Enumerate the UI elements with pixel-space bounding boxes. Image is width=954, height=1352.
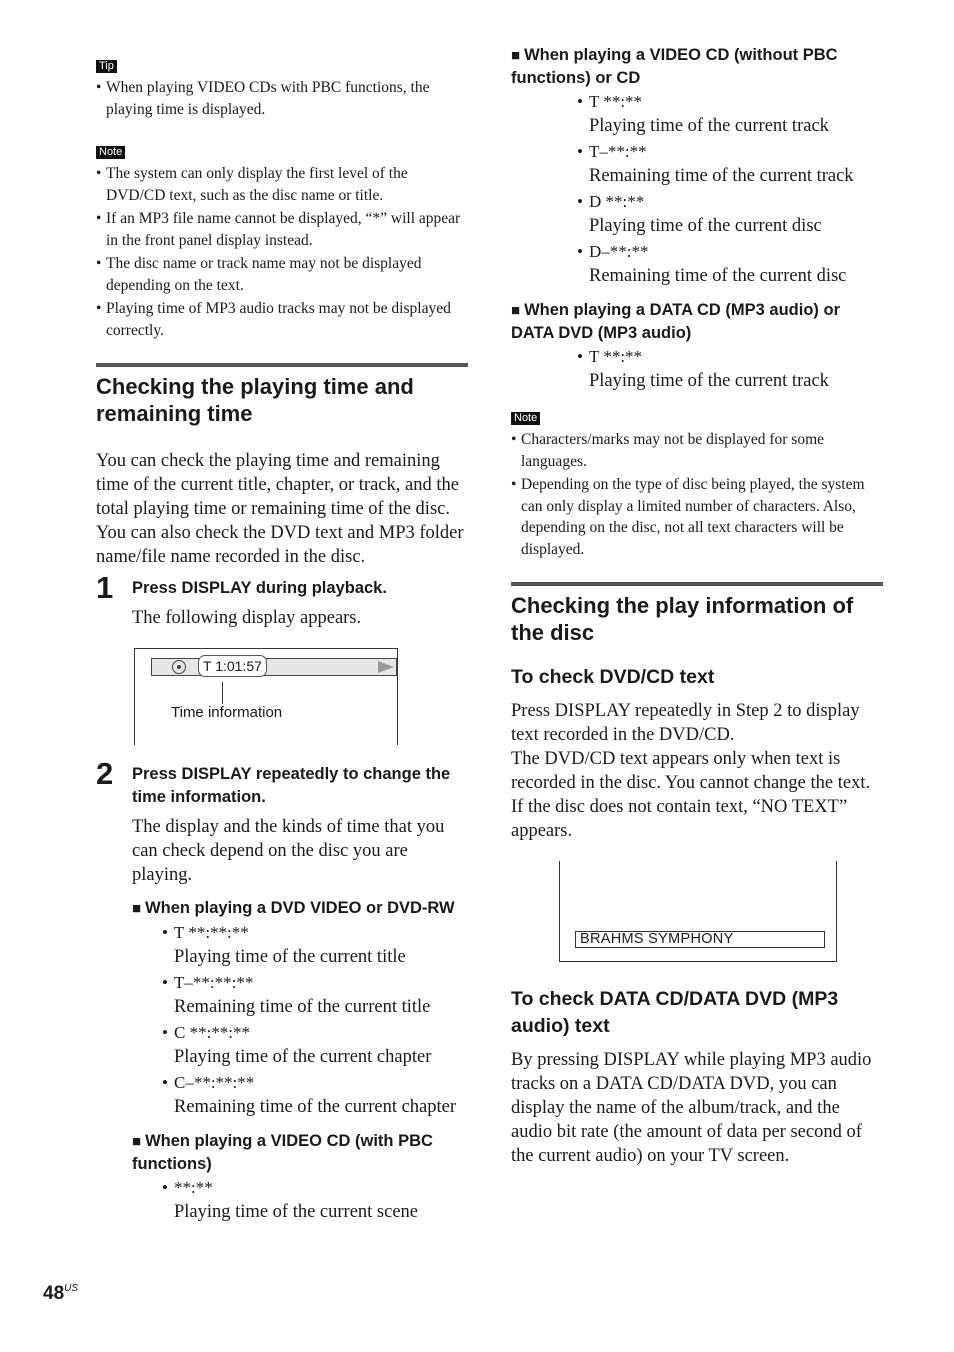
note-list [511, 429, 883, 560]
list-item: • T **:** Playing time of the current track [577, 91, 883, 139]
step-2 [96, 756, 468, 1225]
list-item: • **:** Playing time of the current scene [162, 1177, 468, 1225]
note-item: • The disc name or track name may not be displayed depending on the text. [96, 253, 468, 296]
tip-item: • When playing VIDEO CDs with PBC functions, the playing time is displayed. [96, 77, 468, 120]
list-item: • C **:**:** Playing time of the current chapter [162, 1022, 468, 1070]
note-item: • The system can only display the first level of the DVD/CD text, such as the disc name or title. [96, 163, 468, 206]
tip-label: Tip [96, 60, 117, 73]
step-1 [96, 570, 468, 745]
disc-text-readout: BRAHMS SYMPHONY [575, 931, 825, 948]
time-readout: T 1:01:57 [198, 655, 267, 677]
page-number: $48^{US}$ [43, 1283, 79, 1304]
section-title: Checking the play information of the disc [511, 593, 854, 645]
dvd-text-body: Press DISPLAY repeatedly in Step 2 to display text recorded in the DVD/CD. The DVD/CD text appears only when text is recorded in the disc. You cannot change the text. If the disc does not contain text, “NO TEXT” appears. [511, 701, 871, 841]
section-divider [96, 363, 468, 427]
step-text: The display and the kinds of time that you can check depend on the disc you are playing. [132, 817, 445, 885]
list-item: • C–**:**:** Remaining time of the current chapter [162, 1072, 468, 1120]
note-item: • Depending on the type of disc being played, the system can only display a limited number of characters. Also, depending on the disc, not all text characters will be displayed. [511, 474, 883, 560]
step-number: 1 [96, 570, 114, 605]
callout-line [222, 682, 223, 704]
list-item: • T–**:** Remaining time of the current track [577, 141, 883, 189]
note-label: Note [96, 146, 125, 159]
note-label: Note [511, 412, 540, 425]
disc-icon [172, 660, 186, 674]
intro-paragraph: You can check the playing time and remaining time of the current title, chapter, or track, and the total playing time or remaining time of the disc. You can also check the DVD text and MP3 folder name/file name recorded in the disc. [96, 451, 464, 567]
dvd-text-display-illustration [559, 861, 837, 962]
list-item: • T–**:**:** Remaining time of the current title [162, 972, 468, 1020]
mp3-time-list [511, 346, 883, 394]
list-item: • D–**:** Remaining time of the current disc [577, 241, 883, 289]
note-list [96, 163, 468, 341]
play-icon [378, 661, 394, 673]
step-text: The following display appears. [132, 608, 362, 628]
step-heading: Press DISPLAY repeatedly to change the time information. [132, 765, 451, 806]
mp3-heading: ■ When playing a DATA CD (MP3 audio) or DATA DVD (MP3 audio) [511, 301, 841, 342]
dvd-video-heading: ■ When playing a DVD VIDEO or DVD-RW [132, 899, 455, 917]
tip-list [96, 77, 468, 120]
vcd-pbc-time-list [132, 1177, 468, 1225]
mp3-text-body: By pressing DISPLAY while playing MP3 audio tracks on a DATA CD/DATA DVD, you can display the name of the album/track, and the audio bit rate (the amount of data per second of the current audio) on your TV screen. [511, 1050, 872, 1166]
section-title: Checking the playing time and remaining time [96, 374, 414, 426]
left-column [96, 56, 468, 1227]
dvd-text-heading: To check DVD/CD text [511, 666, 715, 688]
time-display-illustration [134, 648, 398, 745]
vcd-heading: ■ When playing a VIDEO CD (without PBC functions) or CD [511, 46, 838, 87]
callout-label: Time information [171, 704, 283, 721]
note-item: • Playing time of MP3 audio tracks may not be displayed correctly. [96, 298, 468, 341]
list-item: • T **:**:** Playing time of the current title [162, 922, 468, 970]
vcd-time-list [511, 91, 883, 289]
dvd-time-list [132, 922, 468, 1120]
step-heading: Press DISPLAY during playback. [132, 579, 387, 597]
right-column [511, 44, 883, 1176]
vcd-pbc-heading: ■ When playing a VIDEO CD (with PBC functions) [132, 1132, 433, 1173]
list-item: • T **:** Playing time of the current track [577, 346, 883, 394]
list-item: • D **:** Playing time of the current disc [577, 191, 883, 239]
mp3-text-heading: To check DATA CD/DATA DVD (MP3 audio) text [511, 988, 839, 1037]
note-item: • Characters/marks may not be displayed for some languages. [511, 429, 883, 472]
display-bar [151, 658, 397, 676]
note-item: • If an MP3 file name cannot be displayed, “*” will appear in the front panel display instead. [96, 208, 468, 251]
section-divider [511, 582, 883, 646]
step-number: 2 [96, 756, 114, 791]
